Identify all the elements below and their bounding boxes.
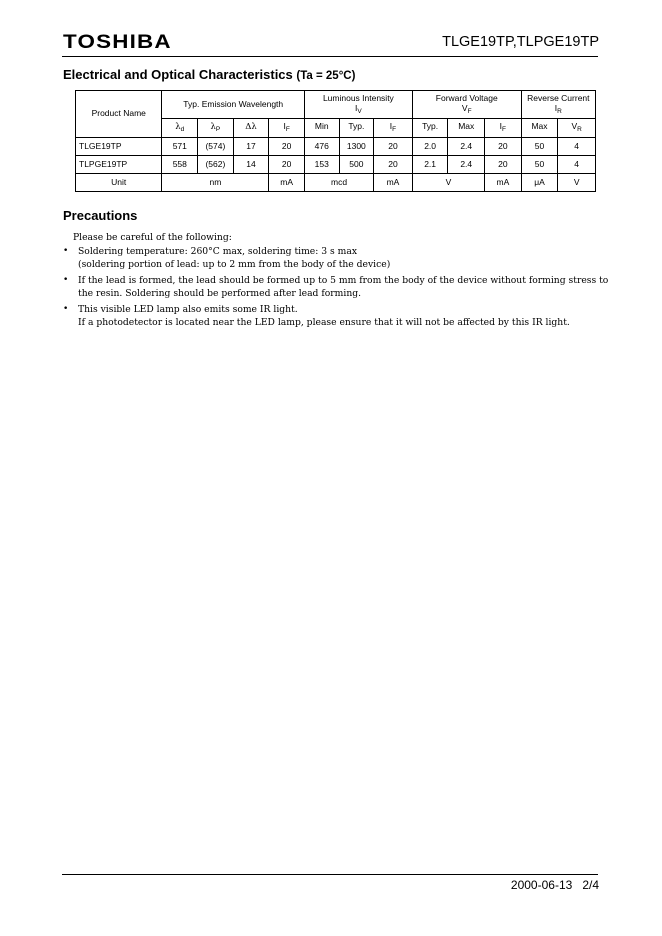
subheader-cell: $I_F$ xyxy=(269,119,305,138)
unit-vr: V xyxy=(558,174,596,192)
footer-date: 2000-06-13 xyxy=(510,878,573,892)
value-cell: 17 xyxy=(233,138,269,156)
value-cell: 14 xyxy=(233,156,269,174)
precaution-item-3-line-2: If a photodetector is located near the LED lamp, please ensure that it will not be affected by this IR light. xyxy=(78,317,570,328)
subheader-cell: $I_F$ xyxy=(374,119,413,138)
unit-forward: V xyxy=(412,174,484,192)
characteristics-title xyxy=(63,67,355,82)
unit-luminous-if: mA xyxy=(374,174,413,192)
product-name-cell: TLGE19TP xyxy=(76,138,162,156)
value-cell: (574) xyxy=(198,138,234,156)
header-luminous-text: Luminous Intensity xyxy=(322,92,394,103)
table-row xyxy=(76,156,596,174)
subheader-cell: Max xyxy=(448,119,485,138)
value-cell: 4 xyxy=(558,138,596,156)
unit-label: Unit xyxy=(76,174,162,192)
header-luminous xyxy=(304,91,412,119)
footer-info xyxy=(511,878,599,892)
value-cell: (562) xyxy=(198,156,234,174)
value-cell: 558 xyxy=(162,156,198,174)
value-cell: 20 xyxy=(485,156,522,174)
value-cell: 20 xyxy=(374,138,413,156)
value-cell: 20 xyxy=(485,138,522,156)
table-row xyxy=(76,138,596,156)
value-cell: 571 xyxy=(162,138,198,156)
subheader-cell: $I_F$ xyxy=(485,119,522,138)
header-reverse-current xyxy=(521,91,595,119)
table-unit-row xyxy=(76,174,596,192)
unit-luminous: mcd xyxy=(304,174,373,192)
value-cell: 20 xyxy=(374,156,413,174)
value-cell: 153 xyxy=(304,156,339,174)
unit-forward-if: mA xyxy=(485,174,522,192)
value-cell: 500 xyxy=(339,156,374,174)
value-cell: 2.0 xyxy=(412,138,448,156)
header-reverse-text: Reverse Current xyxy=(527,92,590,103)
bullet-icon: • xyxy=(63,304,69,314)
value-cell: 4 xyxy=(558,156,596,174)
value-cell: 1300 xyxy=(339,138,374,156)
subheader-cell: Max xyxy=(521,119,558,138)
unit-reverse: μA xyxy=(521,174,558,192)
subheader-cell: Typ. xyxy=(412,119,448,138)
header-forward-text: Forward Voltage xyxy=(435,92,498,103)
precaution-item-3-line-1: This visible LED lamp also emits some IR light. xyxy=(78,304,298,315)
unit-wavelength-if: mA xyxy=(269,174,305,192)
value-cell: 2.1 xyxy=(412,156,448,174)
bullet-icon: • xyxy=(63,275,69,285)
characteristics-condition: (Ta = 25°C) xyxy=(296,70,356,82)
value-cell: 50 xyxy=(521,138,558,156)
product-name-cell: TLPGE19TP xyxy=(76,156,162,174)
bullet-icon: • xyxy=(63,246,69,256)
toshiba-logo: TOSHIBA xyxy=(63,32,172,53)
subheader-cell: $\lambda_P$ xyxy=(198,119,234,138)
header-forward-voltage xyxy=(412,91,521,119)
header-forward-symbol: $V_F$ xyxy=(461,102,472,115)
value-cell: 2.4 xyxy=(448,156,485,174)
unit-wavelength: nm xyxy=(162,174,269,192)
header-divider xyxy=(62,56,598,57)
characteristics-title-text: Electrical and Optical Characteristics xyxy=(63,67,293,82)
footer-divider xyxy=(62,874,598,875)
precaution-item-1-line-2: (soldering portion of lead: up to 2 mm from the body of the device) xyxy=(78,259,391,270)
precaution-item-1-line-1: Soldering temperature: 260°C max, soldering time: 3 s max xyxy=(78,246,358,257)
value-cell: 20 xyxy=(269,138,305,156)
precautions-intro: Please be careful of the following: xyxy=(73,232,232,243)
subheader-cell: $\lambda_d$ xyxy=(162,119,198,138)
header-wavelength: Typ. Emission Wavelength xyxy=(162,91,304,119)
subheader-cell: Typ. xyxy=(339,119,374,138)
value-cell: 2.4 xyxy=(448,138,485,156)
subheader-cell: Min xyxy=(304,119,339,138)
value-cell: 20 xyxy=(269,156,305,174)
subheader-cell: $V_R$ xyxy=(558,119,596,138)
value-cell: 476 xyxy=(304,138,339,156)
header-reverse-symbol: $I_R$ xyxy=(554,102,562,115)
header-product-name: Product Name xyxy=(76,91,162,138)
characteristics-table xyxy=(75,90,596,192)
precautions-title: Precautions xyxy=(63,208,138,223)
precaution-item-2-line-1: If the lead is formed, the lead should be formed up to 5 mm from the body of the device without forming stress to xyxy=(78,275,609,286)
table-header-row xyxy=(76,91,596,119)
precaution-item-2-line-2: the resin. Soldering should be performed after lead forming. xyxy=(78,288,362,299)
value-cell: 50 xyxy=(521,156,558,174)
header-luminous-symbol: $I_V$ xyxy=(355,102,362,115)
footer-page: 2/4 xyxy=(582,878,599,892)
subheader-cell: Δλ xyxy=(233,119,269,138)
part-number: TLGE19TP,TLPGE19TP xyxy=(442,34,599,50)
